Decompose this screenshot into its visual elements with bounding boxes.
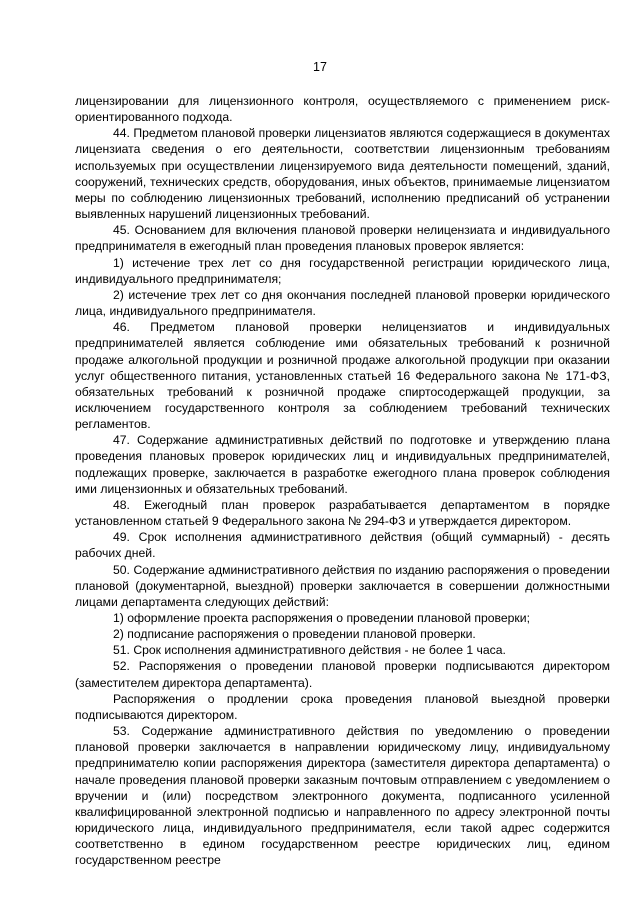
paragraph-48: 48. Ежегодный план проверок разрабатывается департаментом в порядке установленном статьей 9 Федерального закона № 294-ФЗ и утверждается директором.: [75, 497, 610, 529]
paragraph-51: 51. Срок исполнения административного действия - не более 1 часа.: [113, 643, 506, 658]
paragraph-continuation: лицензировании для лицензионного контроля, осуществляемого с применением риск-ориентированного подхода.: [75, 94, 610, 125]
paragraph-45-item-2: 2) истечение трех лет со дня окончания последней плановой проверки юридического лица, индивидуального предпринимателя.: [75, 287, 610, 319]
paragraph-50-item-1: 1) оформление проекта распоряжения о проведении плановой проверки;: [113, 611, 530, 625]
paragraph-50-item-2: 2) подписание распоряжения о проведении плановой проверки.: [113, 627, 476, 642]
paragraph-45-item-1: 1) истечение трех лет со дня государственной регистрации юридического лица, индивидуального предпринимателя;: [75, 255, 610, 286]
paragraph-44: 44. Предметом плановой проверки лицензиатов являются содержащиеся в документах лицензиата сведения о его деятельности, соответствии лицензионным требованиям используемых при осуществлении лицензируемого вида деятельности помещений, зданий, сооружений, технических средств, оборудования, иных объектов, принимаемые лицензиатом меры по соблюдению лицензионных требований, исполнению предписаний об устранении выявленных нарушений лицензионных требований.: [75, 126, 610, 222]
paragraph-45: 45. Основанием для включения плановой проверки нелицензиата и индивидуального предпринимателя в ежегодный план проведения плановых проверок является:: [75, 223, 610, 254]
paragraph-49: 49. Срок исполнения административного действия (общий суммарный) - десять рабочих дней.: [75, 530, 610, 561]
paragraph-52-extension: Распоряжения о продлении срока проведения плановой выездной проверки подписываются директором.: [75, 691, 610, 722]
paragraph-52: 52. Распоряжения о проведении плановой проверки подписываются директором (заместителем директора департамента).: [75, 659, 610, 690]
paragraph-47: 47. Содержание административных действий по подготовке и утверждению плана проведения плановых проверок юридических лиц и индивидуальных предпринимателей, подлежащих проверке, заключается в разработке ежегодного плана проверок соблюдения ими лицензионных и обязательных требований.: [75, 433, 610, 496]
document-body: [75, 93, 610, 869]
page-number: 17: [313, 60, 327, 74]
paragraph-46: 46. Предметом плановой проверки нелицензиатов и индивидуальных предпринимателей является соблюдение ими обязательных требований к розничной продаже алкогольной продукции и розничной продаже алкогольной продукции при оказании услуг общественного питания, установленных статьей 16 Федерального закона № 171-ФЗ, обязательных требований к розничной продаже спиртосодержащей продукции, за исключением государственного контроля за соблюдением требований технических регламентов.: [75, 320, 610, 432]
paragraph-53: 53. Содержание административного действия по уведомлению о проведении плановой проверки заключается в направлении юридическому лицу, индивидуальному предпринимателю копии распоряжения директора (заместителя директора департамента) о начале проведения плановой проверки заказным почтовым отправлением с уведомлением о вручении и (или) посредством электронного документа, подписанного усиленной квалифицированной электронной подписью и направленного по адресу электронной почты юридического лица, индивидуального предпринимателя, если такой адрес содержится соответственно в едином государственном реестре юридических лиц, едином государственном реестре: [75, 724, 610, 868]
paragraph-50: 50. Содержание административного действия по изданию распоряжения о проведении плановой (документарной, выездной) проверки заключается в совершении должностными лицами департамента следующих действий:: [75, 562, 610, 609]
